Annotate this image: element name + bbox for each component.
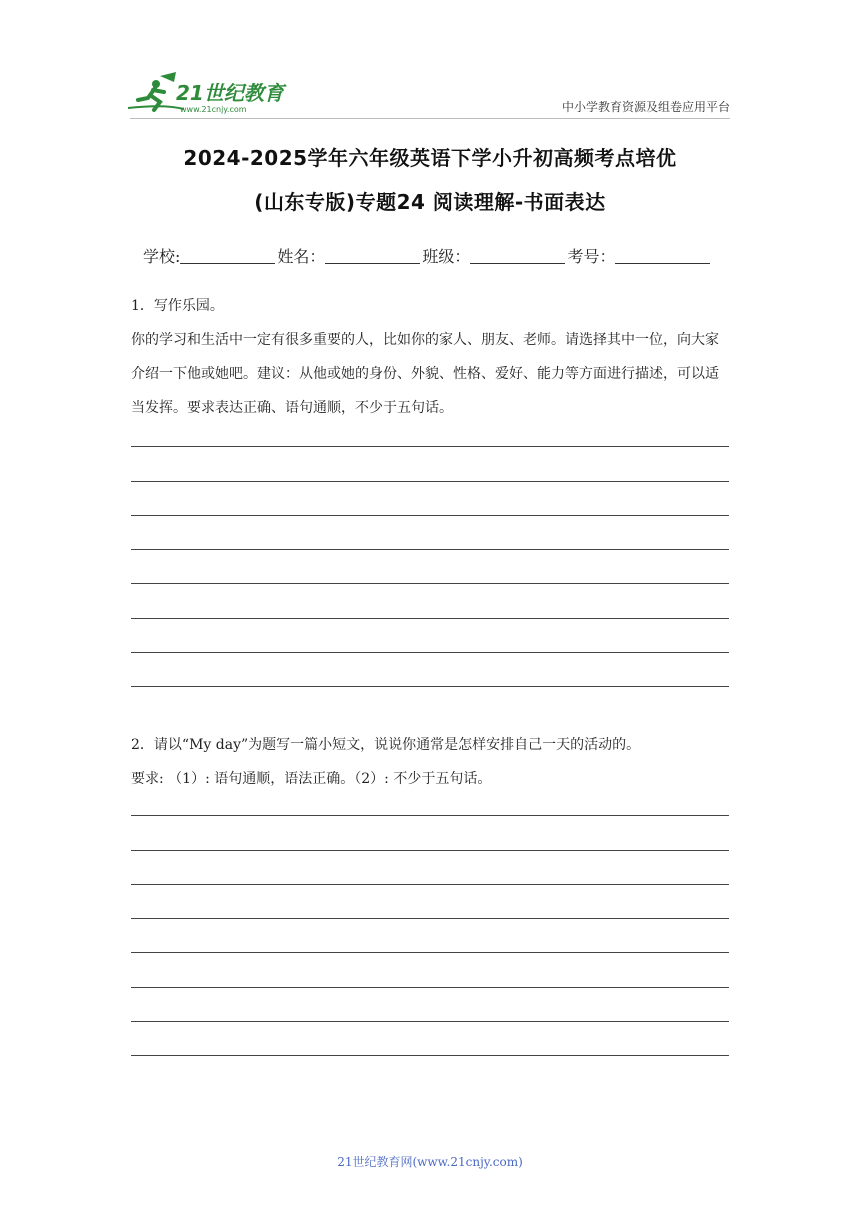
header-divider	[130, 118, 730, 119]
page-subtitle: (山东专版)专题24 阅读理解-书面表达	[254, 190, 606, 214]
answer-line[interactable]	[131, 885, 729, 919]
answer-line[interactable]	[131, 1022, 729, 1056]
answer-lines-2[interactable]	[131, 782, 729, 1056]
answer-line[interactable]	[131, 413, 729, 447]
answer-line[interactable]	[131, 619, 729, 653]
logo-url: www.21cnjy.com	[180, 105, 247, 114]
answer-lines-1[interactable]	[131, 413, 729, 687]
question-1-title: 1．写作乐园。	[131, 298, 224, 314]
answer-line[interactable]	[131, 919, 729, 953]
answer-line[interactable]	[131, 550, 729, 584]
answer-line[interactable]	[131, 816, 729, 850]
question-1	[131, 289, 729, 425]
name-label: 姓名：	[277, 247, 326, 266]
student-info-row	[143, 244, 712, 267]
page-title: 2024-2025学年六年级英语下学小升初高频考点培优	[183, 146, 677, 170]
platform-label: 中小学教育资源及组卷应用平台	[561, 100, 730, 114]
answer-line[interactable]	[131, 988, 729, 1022]
logo-text: 21世纪教育	[176, 81, 284, 105]
name-blank[interactable]	[325, 247, 420, 264]
question-2-body: 要求: （1）: 语句通顺，语法正确。（2）: 不少于五句话。	[131, 771, 492, 787]
answer-line[interactable]	[131, 516, 729, 550]
question-1-body: 你的学习和生活中一定有很多重要的人，比如你的家人、朋友、老师。请选择其中一位，向大家介绍一下他或她吧。建议：从他或她的身份、外貌、性格、爱好、能力等方面进行描述，可以适当发挥。要求表达正确、语句通顺，不少于五句话。	[131, 332, 719, 416]
answer-line[interactable]	[131, 447, 729, 481]
answer-line[interactable]	[131, 653, 729, 687]
class-blank[interactable]	[470, 247, 565, 264]
answer-line[interactable]	[131, 953, 729, 987]
question-2-title: 2．请以“My day”为题写一篇小短文，说说你通常是怎样安排自己一天的活动的。	[131, 737, 641, 753]
logo	[124, 68, 294, 116]
school-label: 学校:	[143, 247, 181, 266]
runner-logo-icon	[124, 68, 294, 116]
answer-line[interactable]	[131, 482, 729, 516]
school-blank[interactable]	[180, 247, 275, 264]
number-blank[interactable]	[615, 247, 710, 264]
answer-line[interactable]	[131, 782, 729, 816]
number-label: 考号：	[567, 247, 616, 266]
footer-link[interactable]: 21世纪教育网(www.21cnjy.com)	[337, 1155, 523, 1169]
answer-line[interactable]	[131, 584, 729, 618]
class-label: 班级：	[422, 247, 471, 266]
answer-line[interactable]	[131, 851, 729, 885]
